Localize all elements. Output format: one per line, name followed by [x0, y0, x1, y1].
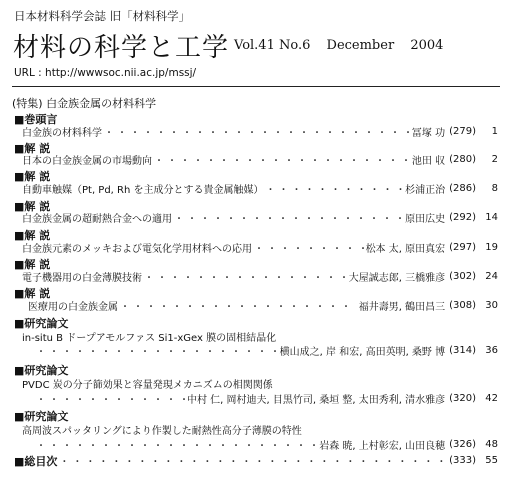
toc-entry[interactable] [34, 437, 498, 452]
issue-info [234, 38, 455, 53]
toc-entry[interactable] [28, 298, 498, 313]
toc-entry[interactable] [22, 269, 498, 284]
special-feature-title: (特集) 白金族金属の材料科学 [12, 97, 157, 110]
leader-dots [144, 269, 347, 284]
toc-entry[interactable] [22, 181, 498, 196]
toc-section-label: ■解 説 [14, 200, 51, 213]
leader-dots [120, 298, 357, 313]
entry-authors: 池田 収 [411, 156, 446, 167]
toc-section-label: ■解 説 [14, 229, 51, 242]
page-ref: (333) [449, 455, 476, 466]
leader-dots [36, 437, 317, 452]
header-divider [12, 86, 500, 87]
page-ref: (302) [449, 271, 476, 282]
month: December [326, 38, 395, 53]
page-ref: (326) [449, 439, 476, 450]
toc-section-label: ■総目次 [14, 454, 58, 468]
entry-title[interactable]: 高周波スパッタリングにより作製した耐熱性高分子薄膜の特性 [22, 426, 302, 437]
leader-dots [154, 152, 410, 167]
leader-dots [266, 181, 404, 196]
year: 2004 [410, 38, 444, 53]
entry-title: 白金族元素のメッキおよび電気化学用材料への応用 [22, 244, 252, 255]
page-ref: (279) [449, 126, 476, 137]
toc-section-label: ■研究論文 [14, 364, 69, 377]
entry-authors: 杉浦正治 [405, 185, 446, 196]
society-line: 日本材料科学会誌 旧「材料科学」 [14, 9, 191, 23]
toc-entry[interactable] [34, 343, 498, 358]
page-ref: (308) [449, 300, 476, 311]
page-number: 36 [485, 345, 498, 356]
page-number: 30 [485, 300, 498, 311]
page-ref: (292) [449, 212, 476, 223]
entry-authors: 横山成之, 岸 和宏, 高田英明, 桑野 博 [279, 347, 446, 358]
page-number: 8 [491, 183, 498, 194]
entry-title[interactable]: PVDC 炭の分子篩効果と容量発現メカニズムの相関関係 [22, 380, 273, 391]
page-ref: (320) [449, 393, 476, 404]
page-number: 55 [485, 455, 498, 466]
page-number: 2 [491, 154, 498, 165]
page-number: 24 [485, 271, 498, 282]
entry-authors: 松本 太, 原田真宏 [365, 244, 446, 255]
page-ref: (297) [449, 242, 476, 253]
page-number: 42 [485, 393, 498, 404]
toc-section-label: ■解 説 [14, 258, 51, 271]
leader-dots [104, 124, 410, 139]
page-ref: (280) [449, 154, 476, 165]
page-number: 1 [491, 126, 498, 137]
toc-entry[interactable] [14, 453, 498, 468]
leader-dots [36, 343, 278, 358]
toc-section-label: ■解 説 [14, 287, 51, 300]
toc-entry[interactable] [34, 391, 498, 406]
page-number: 48 [485, 439, 498, 450]
entry-title: 日本の白金族金属の市場動向 [22, 156, 152, 167]
leader-dots [174, 210, 403, 225]
entry-authors: 大屋誠志郎, 三橋雅彦 [348, 273, 446, 284]
toc-entry[interactable] [22, 210, 498, 225]
toc-section-label: ■研究論文 [14, 410, 69, 423]
entry-title: 電子機器用の白金薄膜技術 [22, 273, 142, 284]
toc-entry[interactable] [22, 124, 498, 139]
entry-title: 白金族金属の超耐熱合金への適用 [22, 214, 172, 225]
leader-dots [59, 453, 443, 468]
page-number: 19 [485, 242, 498, 253]
entry-authors: 岩森 暁, 上村彰宏, 山田良穂 [319, 441, 446, 452]
leader-dots [254, 240, 364, 255]
journal-title: 材料の科学と工学 [13, 33, 230, 63]
page-ref: (314) [449, 345, 476, 356]
entry-title: 自動車触媒（Pt, Pd, Rh を主成分とする貴金属触媒） [22, 185, 264, 196]
entry-authors: 冨塚 功 [411, 128, 446, 139]
page-ref: (286) [449, 183, 476, 194]
entry-title: 医療用の白金族金属 [28, 302, 118, 313]
page-number: 14 [485, 212, 498, 223]
toc-section-label: ■研究論文 [14, 317, 69, 330]
toc-section-label: ■解 説 [14, 142, 51, 155]
entry-authors: 原田広史 [405, 214, 446, 225]
leader-dots [36, 391, 185, 406]
entry-authors: 中村 仁, 岡村迪夫, 目黒竹司, 桑垣 整, 太田秀利, 清水雅彦 [186, 395, 446, 406]
volume: Vol.41 No.6 [234, 38, 311, 53]
entry-title: 白金族の材料科学 [22, 128, 102, 139]
journal-url[interactable]: URL : http://wwwsoc.nii.ac.jp/mssj/ [14, 67, 197, 79]
toc-entry[interactable] [22, 152, 498, 167]
entry-title[interactable]: in-situ B ドープアモルファス Si1-xGex 膜の固相結晶化 [22, 333, 277, 344]
toc-section-label: ■解 説 [14, 170, 51, 183]
toc-entry[interactable] [22, 240, 498, 255]
entry-authors: 福井壽男, 鶴田昌三 [358, 302, 446, 313]
toc-section-label: ■巻頭言 [14, 113, 58, 126]
